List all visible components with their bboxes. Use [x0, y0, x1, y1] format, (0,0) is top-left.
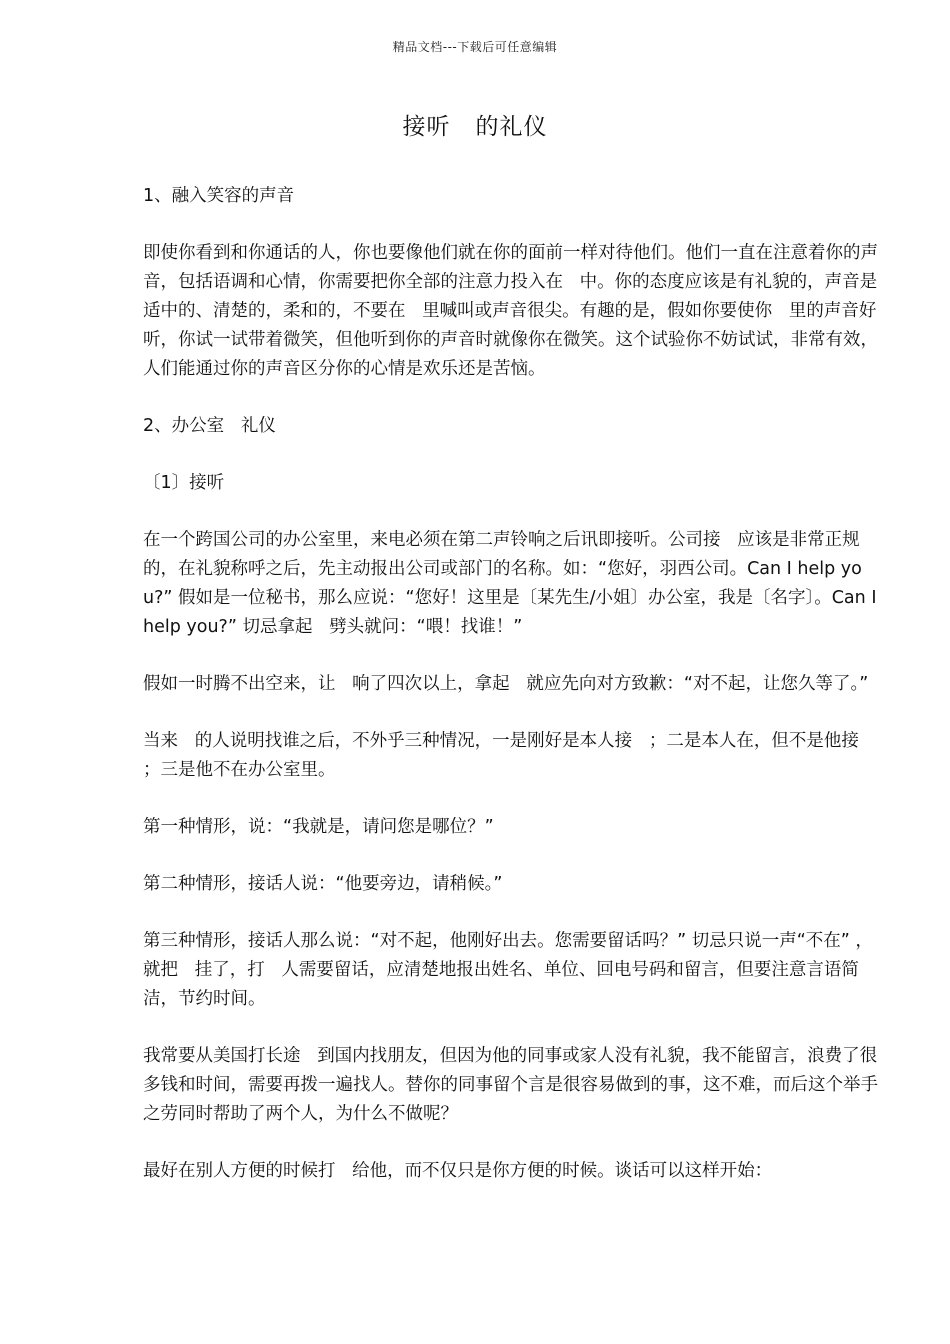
paragraph-office-answering: 在一个跨国公司的办公室里，来电必须在第二声铃响之后讯即接听。公司接 应该是非常正规的，在礼貌称呼之后，先主动报出公司或部门的名称。如：“您好，羽西公司。Can I help you?” 假如是一位秘书，那么应说：“您好！这里是〔某先生/小姐〕办公室，我是〔名字〕。Can I help you?” 切忌拿起 劈头就问：“喂！找谁！” — [143, 530, 883, 637]
paragraph-three-cases: 当来 的人说明找谁之后，不外乎三种情况，一是刚好是本人接 ；二是本人在，但不是他接 ；三是他不在办公室里。 — [143, 731, 876, 780]
document-title: 接听 的礼仪 — [402, 114, 548, 140]
section-heading-1: 1、融入笑容的声音 — [143, 186, 295, 206]
paragraph-case-one: 第一种情形，说：“我就是，请问您是哪位？” — [143, 817, 494, 837]
paragraph-case-two: 第二种情形，接话人说：“他要旁边，请稍候。” — [143, 874, 503, 894]
document-body — [143, 182, 888, 1214]
paragraph-convenient-time: 最好在别人方便的时候打 给他，而不仅只是你方便的时候。谈话可以这样开始： — [143, 1161, 773, 1181]
paragraph-case-three: 第三种情形，接话人那么说：“对不起，他刚好出去。您需要留话吗？” 切忌只说一声“不在” ，就把 挂了，打 人需要留话，应清楚地报出姓名、单位、回电号码和留言，但要注意言语简洁，节约时间。 — [143, 931, 873, 1009]
header-note: 精品文档---下载后可任意编辑 — [392, 40, 558, 54]
subsection-heading-answering: 〔1〕接听 — [143, 473, 225, 493]
paragraph-long-distance: 我常要从美国打长途 到国内找朋友，但因为他的同事或家人没有礼貌，我不能留言，浪费了很多钱和时间，需要再拨一遍找人。替你的同事留个言是很容易做到的事，这不难，而后这个举手之劳同时帮助了两个人，为什么不做呢？ — [143, 1046, 878, 1124]
section-heading-2: 2、办公室 礼仪 — [143, 416, 276, 436]
paragraph-apology: 假如一时腾不出空来，让 响了四次以上，拿起 就应先向对方致歉：“对不起，让您久等了。” — [143, 674, 869, 694]
paragraph-voice-with-smile: 即使你看到和你通话的人，你也要像他们就在你的面前一样对待他们。他们一直在注意着你的声音，包括语调和心情，你需要把你全部的注意力投入在 中。你的态度应该是有礼貌的，声音是适中的、清楚的，柔和的，不要在 里喊叫或声音很尖。有趣的是，假如你要使你 里的声音好听，你试一试带着微笑，但他听到你的声音时就像你在微笑。这个试验你不妨试试，非常有效，人们能通过你的声音区分你的心情是欢乐还是苦恼。 — [143, 243, 878, 379]
